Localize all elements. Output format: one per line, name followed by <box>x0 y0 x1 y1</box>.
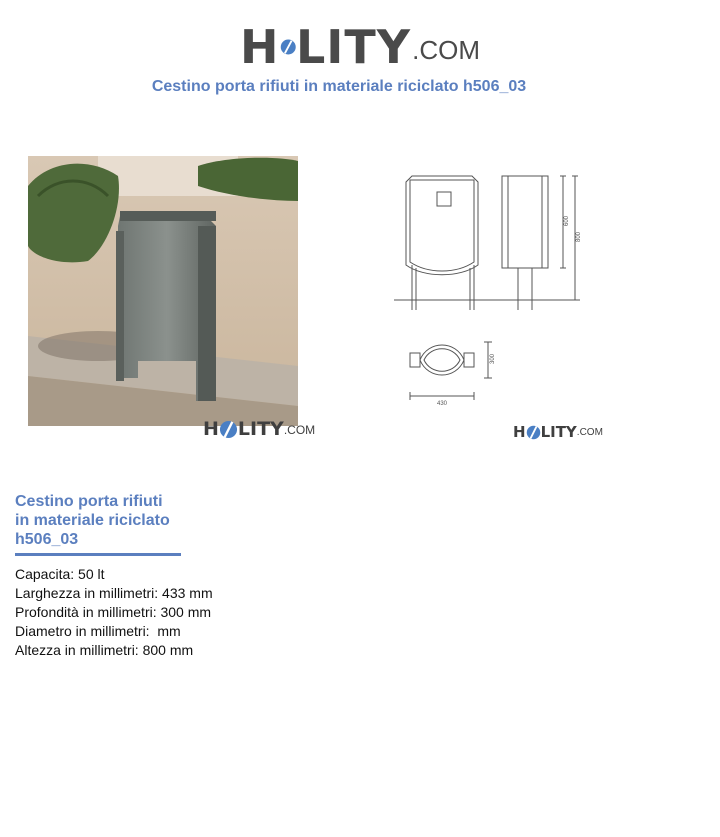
logo-letter-h: H <box>240 20 280 74</box>
watermark-letter-h: H <box>513 423 526 441</box>
product-code: h506_03 <box>15 531 79 548</box>
watermark-o-mark-icon <box>526 425 541 440</box>
dim-depth: 300 <box>490 353 496 364</box>
spec-depth: Profondità in millimetri: 300 mm <box>15 604 212 620</box>
holity-logo[interactable] <box>240 10 480 74</box>
logo-letters-lity: LITY <box>295 20 412 74</box>
product-title-line: in materiale riciclato <box>15 512 170 529</box>
watermark-letters: LITY <box>540 423 577 441</box>
product-title <box>15 492 205 549</box>
logo-suffix: .COM <box>412 35 480 65</box>
dim-width: 430 <box>437 401 448 407</box>
product-specs <box>15 565 213 660</box>
title-divider <box>15 553 181 556</box>
watermark-letter-h: H <box>203 418 219 440</box>
page-title: Cestino porta rifiuti in materiale riciclato h506_03 <box>151 78 527 95</box>
spec-diameter: Diametro in millimetri: mm <box>15 623 181 639</box>
spec-width: Larghezza in millimetri: 433 mm <box>15 585 213 601</box>
logo-o-mark-icon <box>280 24 296 70</box>
spec-capacity: Capacita: 50 lt <box>15 566 105 582</box>
watermark-suffix: .COM <box>576 427 603 438</box>
drawing-watermark-logo <box>513 425 603 440</box>
spec-height: Altezza in millimetri: 800 mm <box>15 642 194 658</box>
product-title-line: Cestino porta rifiuti <box>15 493 163 510</box>
technical-drawing[interactable] <box>390 160 590 410</box>
photo-watermark-logo <box>203 420 315 439</box>
dim-height-total: 800 <box>576 231 582 242</box>
product-photo[interactable] <box>28 156 298 426</box>
watermark-letters: LITY <box>237 418 284 440</box>
watermark-suffix: .COM <box>283 423 316 437</box>
watermark-o-mark-icon <box>219 420 238 439</box>
dim-height-inner: 600 <box>564 215 570 226</box>
